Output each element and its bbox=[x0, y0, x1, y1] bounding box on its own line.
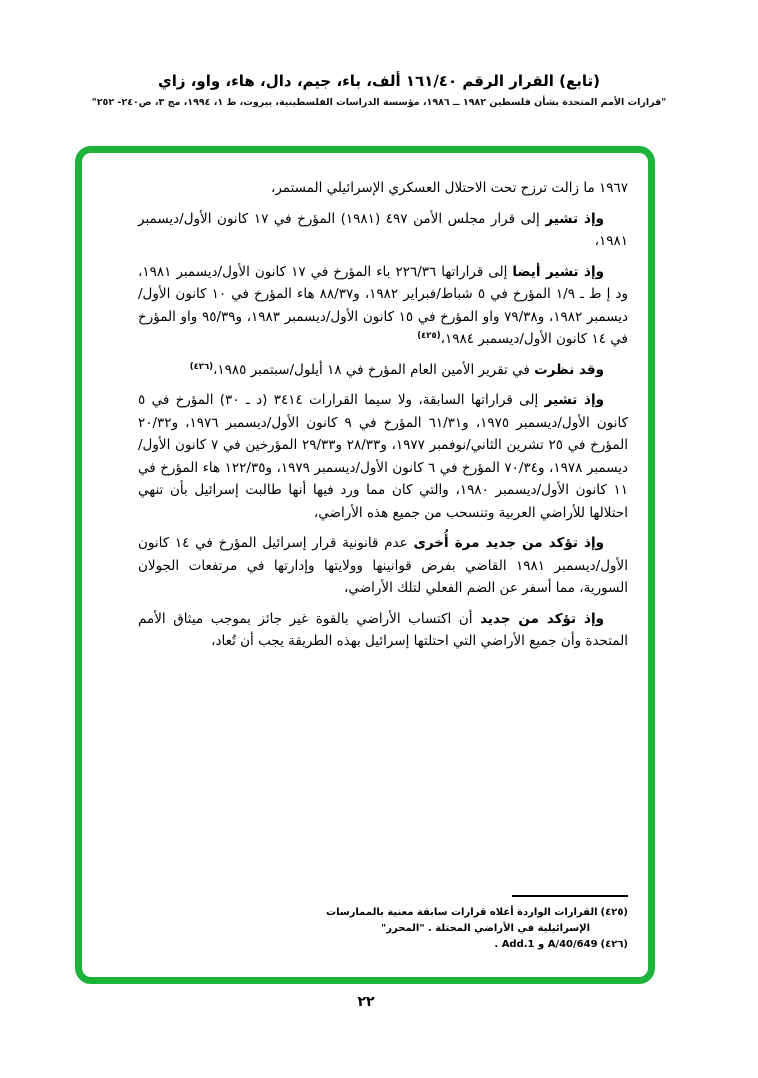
footnote-text: القرارات الواردة أعلاه قرارات سابقة معنية بالممارسات bbox=[326, 907, 598, 918]
paragraph-text: إلى قراراتها ٢٢٦/٣٦ باء المؤرخ في ١٧ كانون الأول/ديسمبر ١٩٨١، ود إ ط ـ ١/٩ المؤرخ في ٥ شباط/فبراير ١٩٨٢، و٨٨/٣٧ هاء المؤرخ في ١٠ كانون الأول/ديسمبر ١٩٨٢، و٧٩/٣٨ واو المؤرخ في ١٥ كانون الأول/ديسمبر ١٩٨٣، و٩٥/٣٩ واو المؤرخ في ١٤ كانون الأول/ديسمبر ١٩٨٤، bbox=[138, 263, 629, 347]
body-paragraph bbox=[138, 177, 628, 202]
page-number: ٢٢ bbox=[357, 994, 375, 1010]
footnote-ref: (٤٢٦) bbox=[189, 361, 214, 372]
body-paragraph bbox=[138, 608, 628, 655]
footnote-separator bbox=[512, 895, 628, 897]
green-border-frame bbox=[75, 146, 655, 984]
paragraph-lead: وإذ تؤكد من جديد bbox=[480, 610, 604, 627]
paragraph-lead: وقد نظرت bbox=[534, 361, 604, 378]
body-paragraph bbox=[138, 261, 628, 353]
paragraph-lead: وإذ تشير bbox=[544, 392, 604, 408]
body-paragraph bbox=[138, 389, 628, 526]
footnote-text: A/40/649 و Add.1 . bbox=[494, 939, 598, 950]
paragraph-text: عدم قانونية قرار إسرائيل المؤرخ في ١٤ كانون الأول/ديسمبر ١٩٨١ القاضي بفرض قوانينها وولايتها وإدارتها في مرتفعات الجولان السورية، مما أسفر عن الضم الفعلي لتلك الأراضي، bbox=[138, 535, 628, 596]
paragraph-lead: وإذ تشير bbox=[545, 210, 604, 227]
page-title: (تابع) القرار الرقم ١٦١/٤٠ ألف، باء، جيم، دال، هاء، واو، زاي bbox=[157, 72, 601, 90]
source-line: "قرارات الأمم المتحدة بشأن فلسطين ١٩٨٢ ــ ١٩٨٦، مؤسسة الدراسات الفلسطينية، بيروت، ط ١، ١٩٩٤، مج ٣، ص٢٤٠- ٢٥٢" bbox=[91, 97, 667, 108]
paragraph-text: إلى قراراتها السابقة، ولا سيما القرارات ٣٤١٤ (د ـ ٣٠) المؤرخ في ٥ كانون الأول/ديسمبر ١٩٧٥، و٦١/٣١ المؤرخ في ٩ كانون الأول/ديسمبر ١٩٧٦، و٢٠/٣٢ المؤرخ في ٢٥ تشرين الثاني/نوفمبر ١٩٧٧، و٢٨/٣٣ و٢٩/٣٣ المؤرخين في ٧ كانون الأول/ديسمبر ١٩٧٨، و٧٠/٣٤ المؤرخ في ٦ كانون الأول/ديسمبر ١٩٧٩، و١٢٢/٣٥ هاء المؤرخ في ١١ كانون الأول/ديسمبر ١٩٨٠، والتي كان مما ورد فيها أنها طالبت إسرائيل بأن تنهي احتلالها للأراضي العربية وتنسحب من جميع هذه الأراضي، bbox=[138, 392, 629, 521]
footnote bbox=[132, 937, 628, 953]
footnote-ref: (٤٢٥) bbox=[417, 331, 441, 341]
paragraph-text: إلى قرار مجلس الأمن ٤٩٧ (١٩٨١) المؤرخ في ١٧ كانون الأول/ديسمبر ١٩٨١، bbox=[138, 210, 628, 249]
body-paragraph bbox=[138, 359, 628, 384]
paragraph-lead: وإذ تؤكد من جديد مرة أُخرى bbox=[413, 535, 605, 551]
resolution-text bbox=[138, 177, 628, 655]
footnote bbox=[132, 905, 628, 937]
paragraph-text: أن اكتساب الأراضي بالقوة غير جائز بموجب ميثاق الأمم المتحدة وأن جميع الأراضي التي احتلتها إسرائيل بهذه الطريقة يجب أن تُعاد، bbox=[138, 610, 628, 649]
paragraph-text: في تقرير الأمين العام المؤرخ في ١٨ أيلول/سبتمبر ١٩٨٥، bbox=[213, 361, 535, 378]
body-paragraph bbox=[138, 208, 628, 255]
footnote-text-line2: الإسرائيلية في الأراضي المحتلة . "المحرر" bbox=[381, 923, 590, 934]
paragraph-text: ١٩٦٧ ما زالت ترزح تحت الاحتلال العسكري الإسرائيلي المستمر، bbox=[270, 180, 628, 196]
body-paragraph bbox=[138, 532, 628, 602]
page-header bbox=[0, 72, 758, 108]
footnote-marker: (٤٢٥) bbox=[600, 907, 628, 918]
footnote-marker: (٤٢٦) bbox=[600, 939, 628, 950]
paragraph-lead: وإذ تشير أيضا bbox=[512, 263, 604, 280]
footnotes-section bbox=[132, 895, 628, 953]
